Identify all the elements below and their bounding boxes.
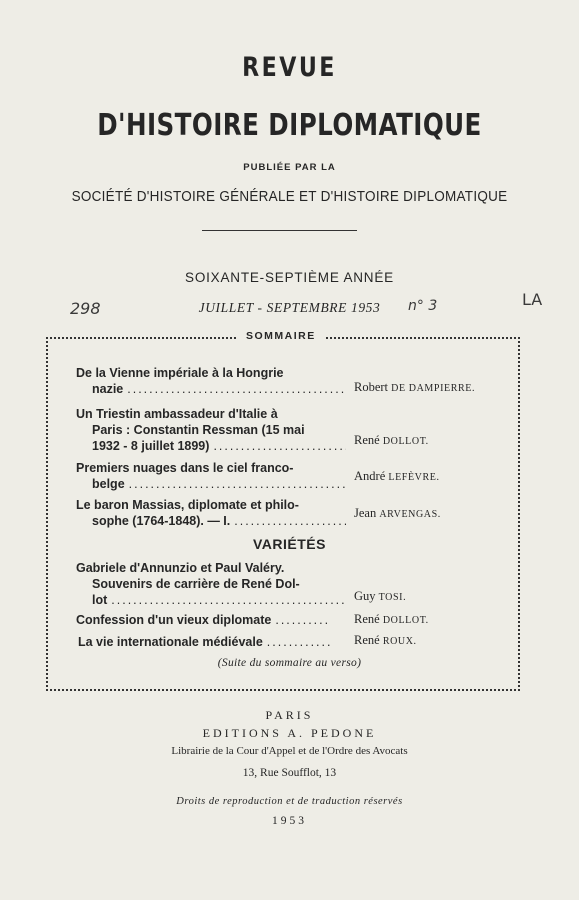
author-last-name: ARVENGAS. bbox=[379, 509, 441, 520]
volume-year: SOIXANTE-SEPTIÈME ANNÉE bbox=[185, 270, 394, 285]
entry-leader-line bbox=[60, 612, 330, 628]
author-last-name: LEFÈVRE. bbox=[388, 472, 440, 483]
issue-date: JUILLET - SEPTEMBRE 1953 bbox=[198, 300, 381, 315]
dot-leader bbox=[234, 513, 346, 529]
entry-title-end: Confession d'un vieux diplomate bbox=[76, 613, 272, 627]
entry-title-line: Gabriele d'Annunzio et Paul Valéry. bbox=[76, 561, 285, 575]
entry-title-line: De la Vienne impériale à la Hongrie bbox=[76, 366, 284, 380]
entry-title-end: belge bbox=[92, 477, 125, 491]
entry-author bbox=[354, 633, 417, 648]
dot-leader bbox=[127, 381, 346, 397]
title-divider bbox=[202, 230, 357, 231]
entry-title-line: Paris : Constantin Ressman (15 mai bbox=[92, 423, 305, 437]
entry-title-end: nazie bbox=[92, 382, 124, 396]
entry-title-line: Premiers nuages dans le ciel franco- bbox=[76, 461, 294, 475]
publisher-city: PARIS bbox=[265, 708, 314, 722]
rights-notice: Droits de reproduction et de traduction réservés bbox=[176, 796, 403, 807]
author-last-name: ROUX. bbox=[382, 636, 417, 647]
entry-author bbox=[354, 612, 429, 627]
entry-leader-line bbox=[76, 592, 346, 608]
varietes-entry bbox=[60, 612, 330, 628]
contents-entry bbox=[76, 460, 346, 492]
contents-entry bbox=[76, 365, 346, 397]
contents-continued-note: (Suite du sommaire au verso) bbox=[217, 657, 362, 669]
entry-title-end: sophe (1764-1848). — I. bbox=[92, 514, 231, 528]
publication-year: 1953 bbox=[272, 815, 307, 827]
varietes-entry bbox=[62, 634, 332, 650]
journal-title-line-2: D'HISTOIRE DIPLOMATIQUE bbox=[97, 108, 482, 143]
published-by-label: PUBLIÉE PAR LA bbox=[243, 162, 336, 173]
entry-leader-line bbox=[76, 476, 346, 492]
contents-heading: SOMMAIRE bbox=[238, 330, 324, 342]
author-last-name: DE DAMPIERRE. bbox=[391, 383, 476, 394]
author-first-name: René bbox=[354, 433, 380, 447]
dot-leader bbox=[267, 634, 332, 650]
contents-entry bbox=[76, 406, 346, 454]
author-last-name: DOLLOT. bbox=[382, 436, 429, 447]
handwritten-number: 298 bbox=[70, 299, 101, 318]
author-first-name: Guy bbox=[354, 589, 376, 603]
entry-leader-line bbox=[62, 634, 332, 650]
contents-entry bbox=[76, 497, 346, 529]
entry-author bbox=[354, 469, 440, 484]
author-first-name: René bbox=[354, 612, 380, 626]
author-last-name: TOSI. bbox=[378, 592, 407, 603]
handwritten-issue-number: n° 3 bbox=[408, 298, 438, 314]
entry-author bbox=[354, 589, 406, 604]
handwritten-initials: LA bbox=[522, 290, 543, 309]
dot-leader bbox=[111, 592, 346, 608]
journal-title-line-1: REVUE bbox=[242, 52, 337, 83]
dot-leader bbox=[275, 612, 330, 628]
entry-title-line: Souvenirs de carrière de René Dol- bbox=[92, 577, 300, 591]
publisher-address: 13, Rue Soufflot, 13 bbox=[242, 767, 337, 779]
entry-title-line: Un Triestin ambassadeur d'Italie à bbox=[76, 407, 278, 421]
entry-author bbox=[354, 506, 441, 521]
dot-leader bbox=[213, 438, 346, 454]
publisher-description: Librairie de la Cour d'Appel et de l'Ordre des Avocats bbox=[171, 745, 408, 757]
entry-leader-line bbox=[76, 381, 346, 397]
entry-title-end: 1932 - 8 juillet 1899) bbox=[92, 439, 210, 453]
publisher-name: EDITIONS A. PEDONE bbox=[202, 726, 377, 740]
author-first-name: André bbox=[354, 469, 386, 483]
varietes-heading: VARIÉTÉS bbox=[253, 536, 326, 552]
author-first-name: Robert bbox=[354, 380, 389, 394]
dot-leader bbox=[129, 476, 346, 492]
author-last-name: DOLLOT. bbox=[382, 615, 429, 626]
entry-leader-line bbox=[76, 513, 346, 529]
entry-author bbox=[354, 380, 475, 395]
entry-author bbox=[354, 433, 429, 448]
entry-title-end: lot bbox=[92, 593, 108, 607]
entry-title-end: La vie internationale médiévale bbox=[78, 635, 263, 649]
author-first-name: Jean bbox=[354, 506, 377, 520]
society-name: SOCIÉTÉ D'HISTOIRE GÉNÉRALE ET D'HISTOIRE DIPLOMATIQUE bbox=[71, 188, 508, 205]
author-first-name: René bbox=[354, 633, 380, 647]
entry-leader-line bbox=[76, 438, 346, 454]
entry-title-line: Le baron Massias, diplomate et philo- bbox=[76, 498, 299, 512]
varietes-entry bbox=[76, 560, 346, 608]
